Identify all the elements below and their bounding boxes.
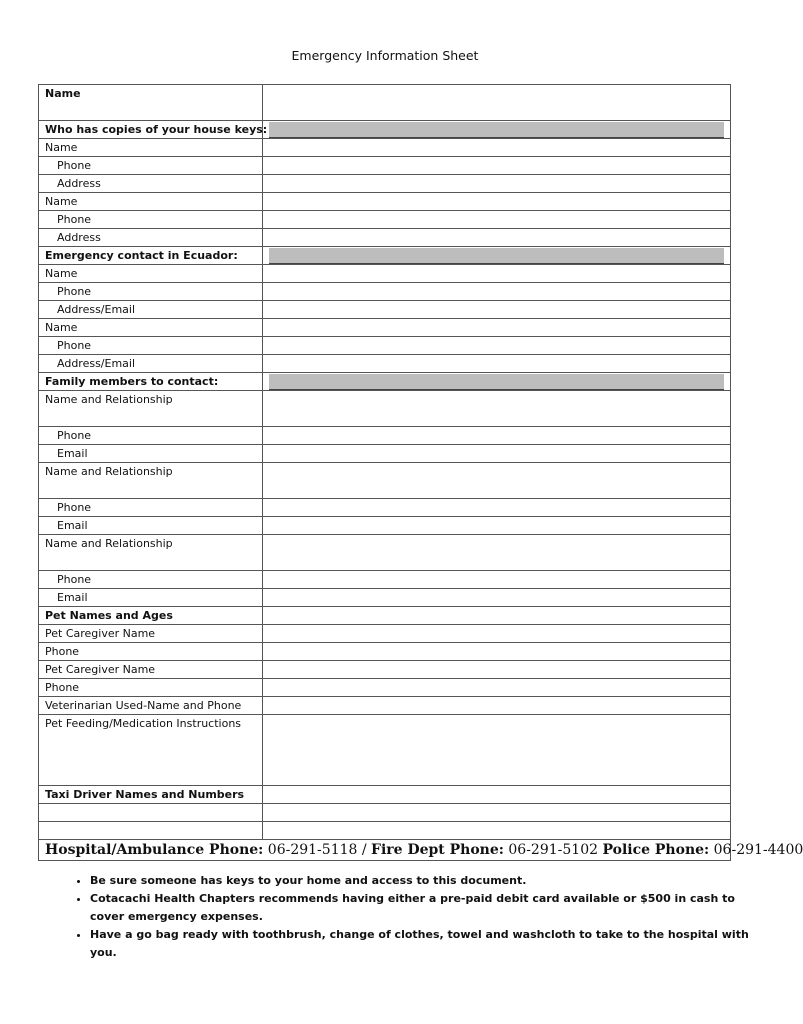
table-row bbox=[39, 139, 731, 157]
table-row bbox=[39, 85, 731, 121]
fam-name2-label: Name and Relationship bbox=[39, 463, 263, 499]
fam-phone3-label: Phone bbox=[39, 571, 263, 589]
keys-phone1-field[interactable] bbox=[263, 157, 731, 175]
fam-email1-field[interactable] bbox=[263, 445, 731, 463]
table-row bbox=[39, 319, 731, 337]
fam-name1-label: Name and Relationship bbox=[39, 391, 263, 427]
ec-name1-label: Name bbox=[39, 265, 263, 283]
pet-phone2-field[interactable] bbox=[263, 679, 731, 697]
list-item: • Cotacachi Health Chapters recommends having either a pre-paid debit card available or $500 in cash to cover emergency expenses. bbox=[90, 890, 750, 926]
table-row bbox=[39, 373, 731, 391]
table-row bbox=[39, 391, 731, 427]
table-row bbox=[39, 589, 731, 607]
fam-email3-label: Email bbox=[39, 589, 263, 607]
emergency-phones-row bbox=[39, 840, 731, 861]
police-number: 06-291-4400 bbox=[709, 842, 803, 858]
table-row bbox=[39, 607, 731, 625]
table-row bbox=[39, 229, 731, 247]
fam-phone1-label: Phone bbox=[39, 427, 263, 445]
pet-caregiver2-field[interactable] bbox=[263, 661, 731, 679]
emergency-phones bbox=[39, 840, 803, 861]
keys-name1-label: Name bbox=[39, 139, 263, 157]
ec-phone1-label: Phone bbox=[39, 283, 263, 301]
ec-address2-field[interactable] bbox=[263, 355, 731, 373]
ec-name1-field[interactable] bbox=[263, 265, 731, 283]
fam-name2-field[interactable] bbox=[263, 463, 731, 499]
fam-name3-label: Name and Relationship bbox=[39, 535, 263, 571]
taxi-entry2-field[interactable] bbox=[263, 822, 731, 840]
table-row bbox=[39, 499, 731, 517]
vet-label: Veterinarian Used-Name and Phone bbox=[39, 697, 263, 715]
fire-label: Fire Dept Phone: bbox=[371, 842, 504, 858]
ec-phone1-field[interactable] bbox=[263, 283, 731, 301]
keys-address2-field[interactable] bbox=[263, 229, 731, 247]
ec-phone2-field[interactable] bbox=[263, 337, 731, 355]
list-item: • Be sure someone has keys to your home and access to this document. bbox=[90, 872, 750, 890]
table-row bbox=[39, 175, 731, 193]
taxi-field[interactable] bbox=[263, 786, 731, 804]
section-header-cell bbox=[263, 373, 731, 391]
table-row bbox=[39, 463, 731, 499]
name-label: Name bbox=[39, 85, 263, 121]
pet-names-field[interactable] bbox=[263, 607, 731, 625]
pet-phone2-label: Phone bbox=[39, 679, 263, 697]
pet-caregiver1-label: Pet Caregiver Name bbox=[39, 625, 263, 643]
keys-address1-field[interactable] bbox=[263, 175, 731, 193]
fam-name1-field[interactable] bbox=[263, 391, 731, 427]
table-row bbox=[39, 193, 731, 211]
keys-address1-label: Address bbox=[39, 175, 263, 193]
keys-phone2-label: Phone bbox=[39, 211, 263, 229]
pet-names-label: Pet Names and Ages bbox=[39, 607, 263, 625]
fam-name3-field[interactable] bbox=[263, 535, 731, 571]
ecuador-section-label: Emergency contact in Ecuador: bbox=[39, 247, 263, 265]
fam-email2-field[interactable] bbox=[263, 517, 731, 535]
fam-email2-label: Email bbox=[39, 517, 263, 535]
notes-list bbox=[68, 872, 750, 962]
ec-address1-field[interactable] bbox=[263, 301, 731, 319]
table-row bbox=[39, 157, 731, 175]
section-header-cell bbox=[263, 121, 731, 139]
ec-name2-label: Name bbox=[39, 319, 263, 337]
taxi-entry1-field[interactable] bbox=[263, 804, 731, 822]
keys-phone2-field[interactable] bbox=[263, 211, 731, 229]
keys-address2-label: Address bbox=[39, 229, 263, 247]
table-row bbox=[39, 661, 731, 679]
table-row bbox=[39, 211, 731, 229]
table-row bbox=[39, 643, 731, 661]
table-row bbox=[39, 517, 731, 535]
table-row bbox=[39, 571, 731, 589]
ec-phone2-label: Phone bbox=[39, 337, 263, 355]
taxi-label: Taxi Driver Names and Numbers bbox=[39, 786, 263, 804]
keys-phone1-label: Phone bbox=[39, 157, 263, 175]
fam-phone3-field[interactable] bbox=[263, 571, 731, 589]
pet-caregiver1-field[interactable] bbox=[263, 625, 731, 643]
keys-name1-field[interactable] bbox=[263, 139, 731, 157]
keys-section-label: Who has copies of your house keys: bbox=[39, 121, 263, 139]
emergency-form-table bbox=[38, 84, 803, 861]
shaded-bar bbox=[269, 248, 724, 264]
table-row bbox=[39, 804, 731, 822]
pet-caregiver2-label: Pet Caregiver Name bbox=[39, 661, 263, 679]
fam-phone2-label: Phone bbox=[39, 499, 263, 517]
table-row bbox=[39, 715, 731, 786]
feeding-field[interactable] bbox=[263, 715, 731, 786]
ec-name2-field[interactable] bbox=[263, 319, 731, 337]
keys-name2-field[interactable] bbox=[263, 193, 731, 211]
fam-email1-label: Email bbox=[39, 445, 263, 463]
table-row bbox=[39, 697, 731, 715]
table-row bbox=[39, 679, 731, 697]
list-item: • Have a go bag ready with toothbrush, change of clothes, towel and washcloth to take to the hospital with you. bbox=[90, 926, 750, 962]
table-row bbox=[39, 337, 731, 355]
ec-address2-label: Address/Email bbox=[39, 355, 263, 373]
fam-phone2-field[interactable] bbox=[263, 499, 731, 517]
table-row bbox=[39, 301, 731, 319]
taxi-entry1[interactable] bbox=[39, 804, 263, 822]
table-row bbox=[39, 445, 731, 463]
table-row bbox=[39, 625, 731, 643]
shaded-bar bbox=[269, 374, 724, 390]
feeding-label: Pet Feeding/Medication Instructions bbox=[39, 715, 263, 786]
fam-phone1-field[interactable] bbox=[263, 427, 731, 445]
keys-name2-label: Name bbox=[39, 193, 263, 211]
page-title: Emergency Information Sheet bbox=[291, 48, 479, 63]
table-row bbox=[39, 822, 731, 840]
table-row bbox=[39, 247, 731, 265]
ec-address1-label: Address/Email bbox=[39, 301, 263, 319]
table-row bbox=[39, 535, 731, 571]
fam-email3-field[interactable] bbox=[263, 589, 731, 607]
shaded-bar bbox=[269, 122, 724, 138]
pet-phone1-label: Phone bbox=[39, 643, 263, 661]
name-field[interactable] bbox=[263, 85, 731, 121]
family-section-label: Family members to contact: bbox=[39, 373, 263, 391]
pet-phone1-field[interactable] bbox=[263, 643, 731, 661]
table-row bbox=[39, 427, 731, 445]
taxi-entry2[interactable] bbox=[39, 822, 263, 840]
section-header-cell bbox=[263, 247, 731, 265]
police-label: Police Phone: bbox=[602, 842, 710, 858]
fire-number: 06-291-5102 bbox=[503, 842, 603, 858]
table-row bbox=[39, 283, 731, 301]
hospital-number: 06-291-5118 / bbox=[263, 842, 372, 858]
table-row bbox=[39, 355, 731, 373]
hospital-label: Hospital/Ambulance Phone: bbox=[45, 842, 264, 858]
table-row bbox=[39, 786, 731, 804]
table-row bbox=[39, 265, 731, 283]
vet-field[interactable] bbox=[263, 697, 731, 715]
table-row bbox=[39, 121, 731, 139]
